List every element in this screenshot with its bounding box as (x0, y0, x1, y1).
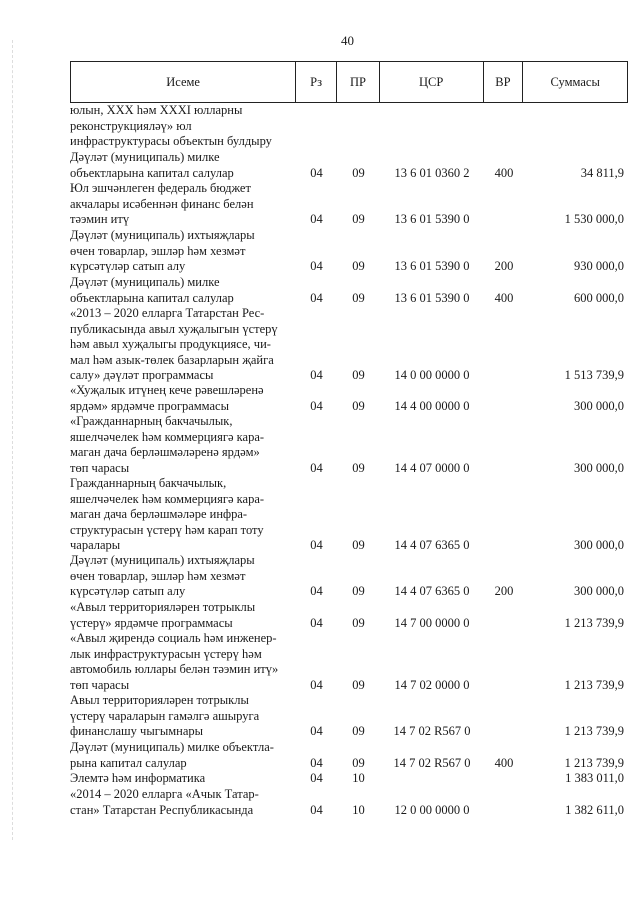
row-name-line: инфраструктурасы объектын булдыру (70, 134, 272, 148)
row-name-line: күрсәтүләр сатып алу (70, 259, 186, 273)
header-name: Исеме (71, 62, 296, 102)
row-sum: 300 000,0 (574, 584, 624, 598)
row-name-line: яшелчәчелек һәм коммерциягә кара- (70, 429, 265, 444)
row-pr: 09 (352, 460, 365, 475)
row-rz: 04 (310, 290, 323, 305)
row-name-line: Юл эшчәнлеген федераль бюджет (70, 181, 251, 195)
row-vr: 400 (494, 755, 514, 770)
row-csr: 14 7 02 0000 0 (394, 677, 470, 692)
row-name-line: маган дача берләшмәләре инфра- (70, 507, 248, 521)
row-sum: 600 000,0 (574, 290, 624, 305)
row-csr: 14 7 02 R567 0 (393, 724, 471, 738)
row-name-line: реконструкцияләү» юл (70, 118, 192, 133)
row-sum: 1 213 739,9 (564, 677, 624, 692)
row-rz: 04 (310, 584, 323, 598)
row-csr: 13 6 01 5390 0 (394, 259, 470, 273)
row-name-line: өчен товарлар, эшләр һәм хезмәт (70, 243, 246, 258)
row-name-line: яшелчәчелек һәм коммерциягә кара- (70, 491, 265, 506)
row-name-line: маган дача берләшмәләренә ярдәм» (70, 445, 260, 459)
table-header (70, 61, 628, 103)
header-sum: Суммасы (550, 74, 600, 89)
row-name (70, 275, 288, 306)
row-csr: 14 0 00 0000 0 (394, 368, 470, 382)
row-name (70, 740, 288, 771)
row-sum: 300 000,0 (574, 398, 624, 413)
row-name-line: структурасын үстерү һәм карап тоту (70, 522, 264, 537)
row-name (70, 631, 288, 693)
row-pr: 10 (352, 802, 365, 817)
row-name (70, 383, 288, 414)
row-name-line: чаралары (70, 538, 121, 552)
header-pr: ПР (337, 62, 380, 102)
row-name (70, 693, 288, 740)
row-pr: 09 (352, 165, 365, 180)
row-sum: 1 213 739,9 (564, 615, 624, 630)
row-name-line: ярдәм» ярдәмче программасы (70, 398, 229, 413)
row-name-line: объектларына капитал салулар (70, 165, 234, 180)
row-rz: 04 (310, 724, 323, 738)
row-pr: 09 (352, 584, 365, 598)
row-name (70, 414, 288, 476)
row-vr: 400 (494, 165, 514, 180)
row-name-line: Дәүләт (муниципаль) милке (70, 275, 220, 289)
row-csr: 14 4 07 6365 0 (394, 584, 470, 598)
row-name-line: «Гражданнарның бакчачылык, (70, 414, 233, 428)
row-name-line: «2014 – 2020 елларга «Ачык Татар- (70, 787, 259, 801)
row-pr: 10 (352, 771, 365, 785)
row-sum: 1 530 000,0 (564, 212, 624, 226)
row-vr: 200 (494, 259, 514, 273)
row-name-line: Дәүләт (муниципаль) милке (70, 150, 220, 164)
row-name-line: автомобиль юллары белән тәэмин итү» (70, 662, 279, 676)
row-name-line: Дәүләт (муниципаль) ихтыяҗлары (70, 228, 255, 242)
row-name-line: үстерү» ярдәмче программасы (70, 615, 233, 630)
row-name-line: «Авыл җирендә социаль һәм инженер- (70, 631, 277, 645)
row-csr: 14 4 00 0000 0 (394, 398, 470, 413)
row-name (70, 771, 288, 787)
row-name-line: мал һәм азык-төлек базарларын җайга (70, 352, 274, 367)
row-name-line: объектларына капитал салулар (70, 290, 234, 305)
row-name-line: «2013 – 2020 елларга Татарстан Рес- (70, 306, 265, 320)
row-rz: 04 (310, 538, 323, 552)
row-name (70, 228, 288, 275)
row-vr: 200 (494, 584, 514, 598)
row-name-line: публикасында авыл хуҗалыгын үстерү (70, 321, 278, 336)
row-rz: 04 (310, 460, 323, 475)
row-name-line: Гражданнарның бакчачылык, (70, 476, 227, 490)
row-sum: 1 382 611,0 (565, 802, 624, 817)
row-sum: 930 000,0 (574, 259, 624, 273)
row-rz: 04 (310, 615, 323, 630)
row-sum: 300 000,0 (574, 460, 624, 475)
row-pr: 09 (352, 724, 365, 738)
row-sum: 1 213 739,9 (564, 724, 624, 738)
row-pr: 09 (352, 212, 365, 226)
row-name (70, 476, 288, 554)
header-csr: ЦСР (380, 62, 484, 102)
row-name-line: төп чарасы (70, 677, 130, 692)
row-csr: 13 6 01 5390 0 (394, 212, 470, 226)
row-pr: 09 (352, 290, 365, 305)
row-csr: 14 4 07 0000 0 (394, 460, 470, 475)
row-name-line: өчен товарлар, эшләр һәм хезмәт (70, 568, 246, 583)
row-rz: 04 (310, 398, 323, 413)
row-name-line: лык инфраструктурасын үстерү һәм (70, 646, 262, 661)
row-sum: 1 213 739,9 (564, 755, 624, 770)
row-name-line: күрсәтүләр сатып алу (70, 584, 186, 598)
row-sum: 300 000,0 (574, 538, 624, 552)
row-name-line: салу» дәүләт программасы (70, 368, 214, 382)
row-sum: 1 513 739,9 (564, 368, 624, 382)
row-csr: 14 4 07 6365 0 (394, 538, 470, 552)
row-rz: 04 (310, 212, 323, 226)
row-name (70, 787, 288, 818)
row-name-line: Дәүләт (муниципаль) ихтыяҗлары (70, 553, 255, 567)
row-name-line: Дәүләт (муниципаль) милке объектла- (70, 740, 274, 754)
row-rz: 04 (310, 802, 323, 817)
row-name (70, 600, 288, 631)
row-name-line: төп чарасы (70, 460, 130, 475)
page-number: 40 (341, 33, 354, 48)
row-name-line: һәм авыл хуҗалыгы продукциясе, чи- (70, 337, 271, 351)
row-name-line: «Хуҗалык итүнең кече рәвешләренә (70, 383, 264, 397)
row-name (70, 103, 288, 150)
row-name-line: стан» Татарстан Республикасында (70, 802, 254, 817)
row-rz: 04 (310, 755, 323, 770)
header-rz: Рз (296, 62, 337, 102)
row-name-line: Элемтә һәм информатика (70, 771, 206, 785)
row-name (70, 150, 288, 181)
row-name-line: акчалары исәбеннән финанс белән (70, 196, 254, 211)
row-rz: 04 (310, 165, 323, 180)
row-name-line: «Авыл территорияләрен тотрыклы (70, 600, 256, 614)
row-rz: 04 (310, 771, 323, 785)
row-name-line: юлын, XXX һәм XXXI юлларны (70, 103, 243, 117)
scan-edge-marks (12, 40, 15, 840)
row-vr: 400 (494, 290, 514, 305)
row-csr: 14 7 02 R567 0 (393, 755, 471, 770)
row-name-line: рына капитал салулар (70, 755, 187, 770)
row-csr: 13 6 01 5390 0 (394, 290, 470, 305)
row-rz: 04 (310, 677, 323, 692)
row-csr: 14 7 00 0000 0 (394, 615, 470, 630)
row-pr: 09 (352, 677, 365, 692)
row-pr: 09 (352, 755, 365, 770)
row-name-line: тәэмин итү (70, 212, 130, 226)
row-sum: 34 811,9 (580, 165, 624, 180)
row-pr: 09 (352, 259, 365, 273)
header-vr: ВР (484, 62, 524, 102)
row-csr: 12 0 00 0000 0 (394, 802, 470, 817)
row-rz: 04 (310, 259, 323, 273)
row-pr: 09 (352, 398, 365, 413)
row-name-line: үстерү чараларын гамәлгә ашыруга (70, 708, 260, 723)
row-pr: 09 (352, 615, 365, 630)
row-name (70, 553, 288, 600)
row-name (70, 181, 288, 228)
row-name-line: финанслашу чыгымнары (70, 724, 204, 738)
row-pr: 09 (352, 538, 365, 552)
row-name (70, 306, 288, 384)
row-sum: 1 383 011,0 (565, 771, 624, 785)
row-pr: 09 (352, 368, 365, 382)
row-name-line: Авыл территорияләрен тотрыклы (70, 693, 249, 707)
row-rz: 04 (310, 368, 323, 382)
row-csr: 13 6 01 0360 2 (394, 165, 470, 180)
